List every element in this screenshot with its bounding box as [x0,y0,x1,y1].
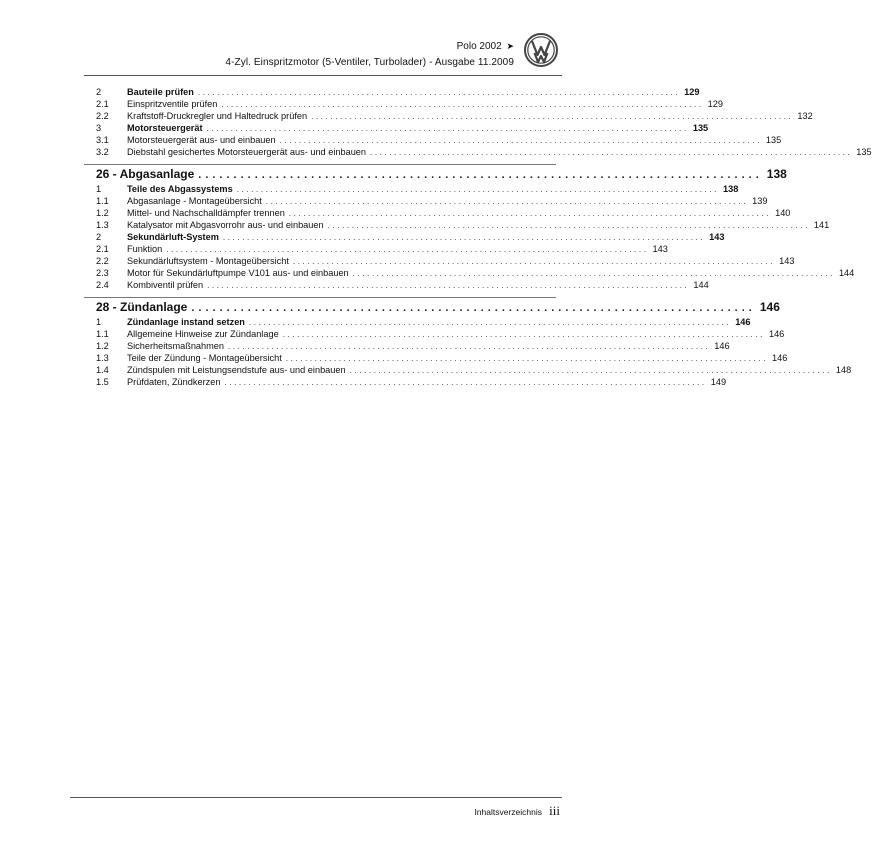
entry-number: 1.4 [96,365,109,375]
entry-title: Teile der Zündung - Montageübersicht [127,353,282,363]
chapter-title: 26 - Abgasanlage [96,167,195,181]
entry-title: Allgemeine Hinweise zur Zündanlage [127,329,279,339]
entry-number: 2.3 [96,268,109,278]
toc-entry[interactable] [96,376,727,388]
header-subtitle: 4-Zyl. Einspritzmotor (5-Ventiler, Turbolader) - Ausgabe 11.2009 [225,57,514,68]
chapter-page: 146 [759,300,780,314]
toc-entry[interactable] [96,231,725,243]
leader-dots: .................................................................................................... [311,112,794,121]
entry-title: Prüfdaten, Zündkerzen [127,377,221,387]
leader-dots: ................................................................................ [191,302,756,314]
leader-dots: .................................................................................................... [288,209,772,218]
entry-title: Kombiventil prüfen [127,280,204,290]
header-model [457,41,514,52]
entry-number: 1.2 [96,341,109,351]
entry-title: Abgasanlage - Montageübersicht [127,196,262,206]
entry-number: 2.1 [96,99,109,109]
entry-page: 146 [714,341,730,351]
entry-title: Bauteile prüfen [127,87,194,97]
entry-page: 135 [765,135,782,145]
table-of-contents [96,86,872,388]
entry-title: Motorsteuergerät aus- und einbauen [127,135,276,145]
leader-dots: .................................................................................................... [248,318,732,327]
toc-entry[interactable] [96,207,791,219]
entry-number: 2.2 [96,111,109,121]
footer-page-number: iii [549,803,560,818]
entry-title: Sicherheitsmaßnahmen [127,341,225,351]
leader-dots: .................................................................................................... [221,100,704,109]
entry-page: 139 [752,196,768,206]
chapter-title: 28 - Zündanlage [96,300,188,314]
entry-number: 1.1 [96,196,109,206]
entry-title: Motor für Sekundärluftpumpe V101 aus- und einbauen [127,268,349,278]
leader-dots: ................................................................................ [198,169,763,181]
entry-number: 2.4 [96,280,109,290]
entry-title: Motorsteuergerät [127,123,203,133]
entry-page: 132 [797,111,813,121]
arrow-icon: ➤ [506,41,514,51]
entry-page: 146 [735,317,751,327]
entry-number: 1.5 [96,377,109,387]
entry-page: 140 [775,208,791,218]
toc-entry[interactable] [96,243,668,255]
entry-title: Kraftstoff-Druckregler und Haltedruck prüfen [127,111,308,121]
entry-number: 2 [96,232,102,242]
entry-page: 144 [693,280,709,290]
toc-entry[interactable] [96,195,768,207]
entry-page: 144 [838,268,855,278]
leader-dots: .................................................................................................... [370,148,853,157]
entry-page: 143 [709,232,725,242]
toc-entry[interactable] [96,219,830,231]
entry-number: 1.1 [96,329,109,339]
entry-number: 1 [96,184,102,194]
entry-title: Zündspulen mit Leistungsendstufe aus- und einbauen [127,365,346,375]
entry-page: 138 [722,184,739,194]
toc-entry[interactable] [96,279,709,291]
leader-dots: .................................................................................................... [282,330,765,339]
leader-dots: .................................................................................................... [352,269,835,278]
leader-dots: .................................................................................................... [166,245,649,254]
header-model-text: Polo 2002 [456,41,502,52]
leader-dots: .................................................................................................... [197,88,681,97]
entry-number: 1.2 [96,208,109,218]
leader-dots: .................................................................................................... [206,124,689,133]
entry-title: Sekundärluft-System [127,232,219,242]
entry-title: Katalysator mit Abgasvorrohr aus- und einbauen [127,220,324,230]
leader-dots: .................................................................................................... [224,378,707,387]
entry-page: 149 [710,377,727,387]
footer-divider [70,797,562,798]
toc-entry[interactable] [96,183,739,195]
leader-dots: .................................................................................................... [222,233,706,242]
entry-page: 141 [813,220,830,230]
leader-dots: .................................................................................................... [207,281,690,290]
footer-label: Inhaltsverzeichnis [474,807,542,817]
entry-title: Teile des Abgassystems [127,184,233,194]
entry-page: 143 [779,256,795,266]
toc-entry[interactable] [96,316,751,328]
toc-entry[interactable] [96,267,855,279]
toc-block-motor [96,86,872,158]
toc-entry[interactable] [96,98,723,110]
toc-chapter-28[interactable] [96,298,780,316]
entry-number: 1.3 [96,353,109,363]
entry-number: 3 [96,123,102,133]
header-divider [84,75,562,76]
toc-entry[interactable] [96,255,795,267]
toc-chapter-26[interactable] [96,165,787,183]
vw-logo-icon [524,33,558,67]
entry-page: 129 [707,99,723,109]
entry-title: Zündanlage instand setzen [127,317,245,327]
entry-page: 135 [692,123,709,133]
toc-entry[interactable] [96,110,813,122]
entry-number: 2.2 [96,256,109,266]
entry-page: 129 [684,87,700,97]
toc-entry[interactable] [96,86,700,98]
leader-dots: .................................................................................................... [279,136,762,145]
entry-number: 1 [96,317,102,327]
entry-page: 146 [768,329,785,339]
toc-block-zuendung [96,316,852,388]
leader-dots: .................................................................................................... [236,185,719,194]
entry-number: 3.2 [96,147,109,157]
chapter-page: 138 [766,167,787,181]
entry-title: Mittel- und Nachschalldämpfer trennen [127,208,285,218]
entry-title: Sekundärluftsystem - Montageübersicht [127,256,289,266]
toc-block-abgas [96,183,855,291]
leader-dots: .................................................................................................... [292,257,776,266]
entry-number: 3.1 [96,135,109,145]
entry-page: 148 [835,365,852,375]
toc-entry[interactable] [96,146,872,158]
entry-number: 2 [96,87,102,97]
entry-title: Einspritzventile prüfen [127,99,218,109]
toc-entry[interactable] [96,364,852,376]
leader-dots: .................................................................................................... [349,366,832,375]
entry-page: 143 [652,244,668,254]
entry-title: Funktion [127,244,163,254]
leader-dots: .................................................................................................... [327,221,810,230]
entry-number: 1.3 [96,220,109,230]
entry-page: 135 [856,147,872,157]
leader-dots: .................................................................................................... [285,354,769,363]
toc-entry[interactable] [96,122,709,134]
toc-entry[interactable] [96,352,788,364]
toc-entry[interactable] [96,328,785,340]
toc-entry[interactable] [96,134,782,146]
entry-title: Diebstahl gesichertes Motorsteuergerät aus- und einbauen [127,147,367,157]
leader-dots: .................................................................................................... [228,342,711,351]
toc-entry[interactable] [96,340,730,352]
leader-dots: .................................................................................................... [265,197,749,206]
entry-number: 2.1 [96,244,109,254]
entry-page: 146 [772,353,788,363]
